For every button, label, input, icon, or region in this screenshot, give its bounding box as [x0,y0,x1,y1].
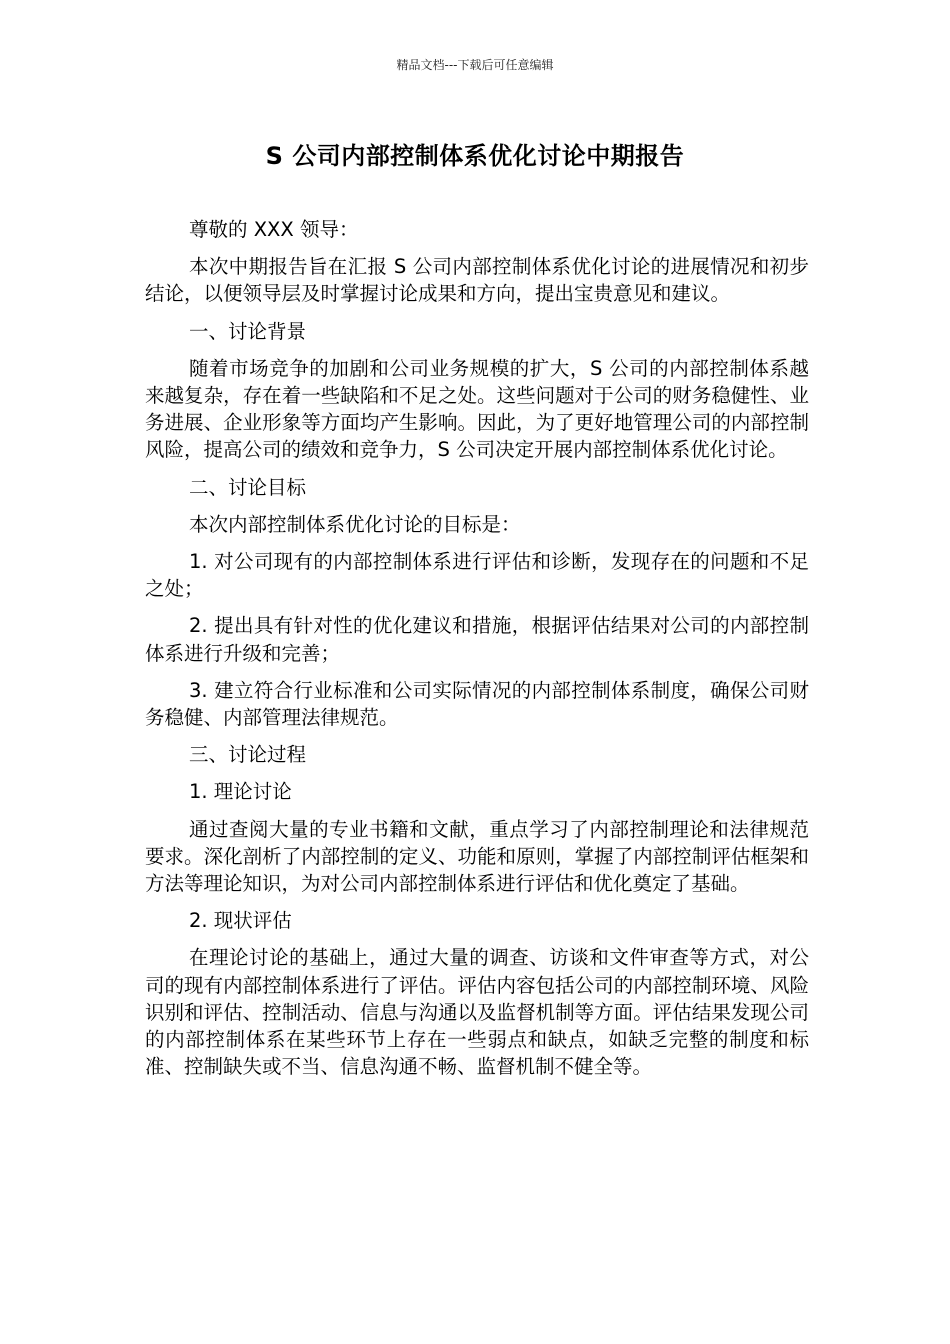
section-heading-process: 三、讨论过程 [189,743,307,767]
goal-item-2: 2. 提出具有针对性的优化建议和措施，根据评估结果对公司的内部控制体系进行升级和完善； [145,614,809,665]
background-paragraph: 随着市场竞争的加剧和公司业务规模的扩大，S 公司的内部控制体系越来越复杂，存在着一些缺陷和不足之处。这些问题对于公司的财务稳健性、业务进展、企业形象等方面均产生影响。因此，为了更好地管理公司的内部控制风险，提高公司的绩效和竞争力，S 公司决定开展内部控制体系优化讨论。 [145,356,809,462]
document-body [145,216,809,1090]
page-header: 精品文档---下载后可任意编辑 [396,58,554,72]
intro-paragraph: 本次中期报告旨在汇报 S 公司内部控制体系优化讨论的进展情况和初步结论，以便领导层及时掌握讨论成果和方向，提出宝贵意见和建议。 [145,255,809,306]
goal-item-3: 3. 建立符合行业标准和公司实际情况的内部控制体系制度，确保公司财务稳健、内部管理法律规范。 [145,678,809,730]
subheading-assessment: 2. 现状评估 [189,909,292,933]
section-heading-goals: 二、讨论目标 [189,475,307,499]
assessment-paragraph: 在理论讨论的基础上，通过大量的调查、访谈和文件审查等方式，对公司的现有内部控制体系进行了评估。评估内容包括公司的内部控制环境、风险识别和评估、控制活动、信息与沟通以及监督机制等方面。评估结果发现公司的内部控制体系在某些环节上存在一些弱点和缺点，如缺乏完整的制度和标准、控制缺失或不当、信息沟通不畅、监督机制不健全等。 [145,946,809,1079]
subheading-theory: 1. 理论讨论 [189,780,292,804]
goal-item-1: 1. 对公司现有的内部控制体系进行评估和诊断，发现存在的问题和不足之处； [145,550,809,601]
theory-paragraph: 通过查阅大量的专业书籍和文献，重点学习了内部控制理论和法律规范要求。深化剖析了内部控制的定义、功能和原则，掌握了内部控制评估框架和方法等理论知识，为对公司内部控制体系进行评估和优化奠定了基础。 [145,817,809,896]
document-title: S 公司内部控制体系优化讨论中期报告 [265,142,685,170]
goals-intro: 本次内部控制体系优化讨论的目标是： [189,512,521,536]
section-heading-background: 一、讨论背景 [189,319,307,343]
salutation: 尊敬的 XXX 领导： [189,218,359,241]
